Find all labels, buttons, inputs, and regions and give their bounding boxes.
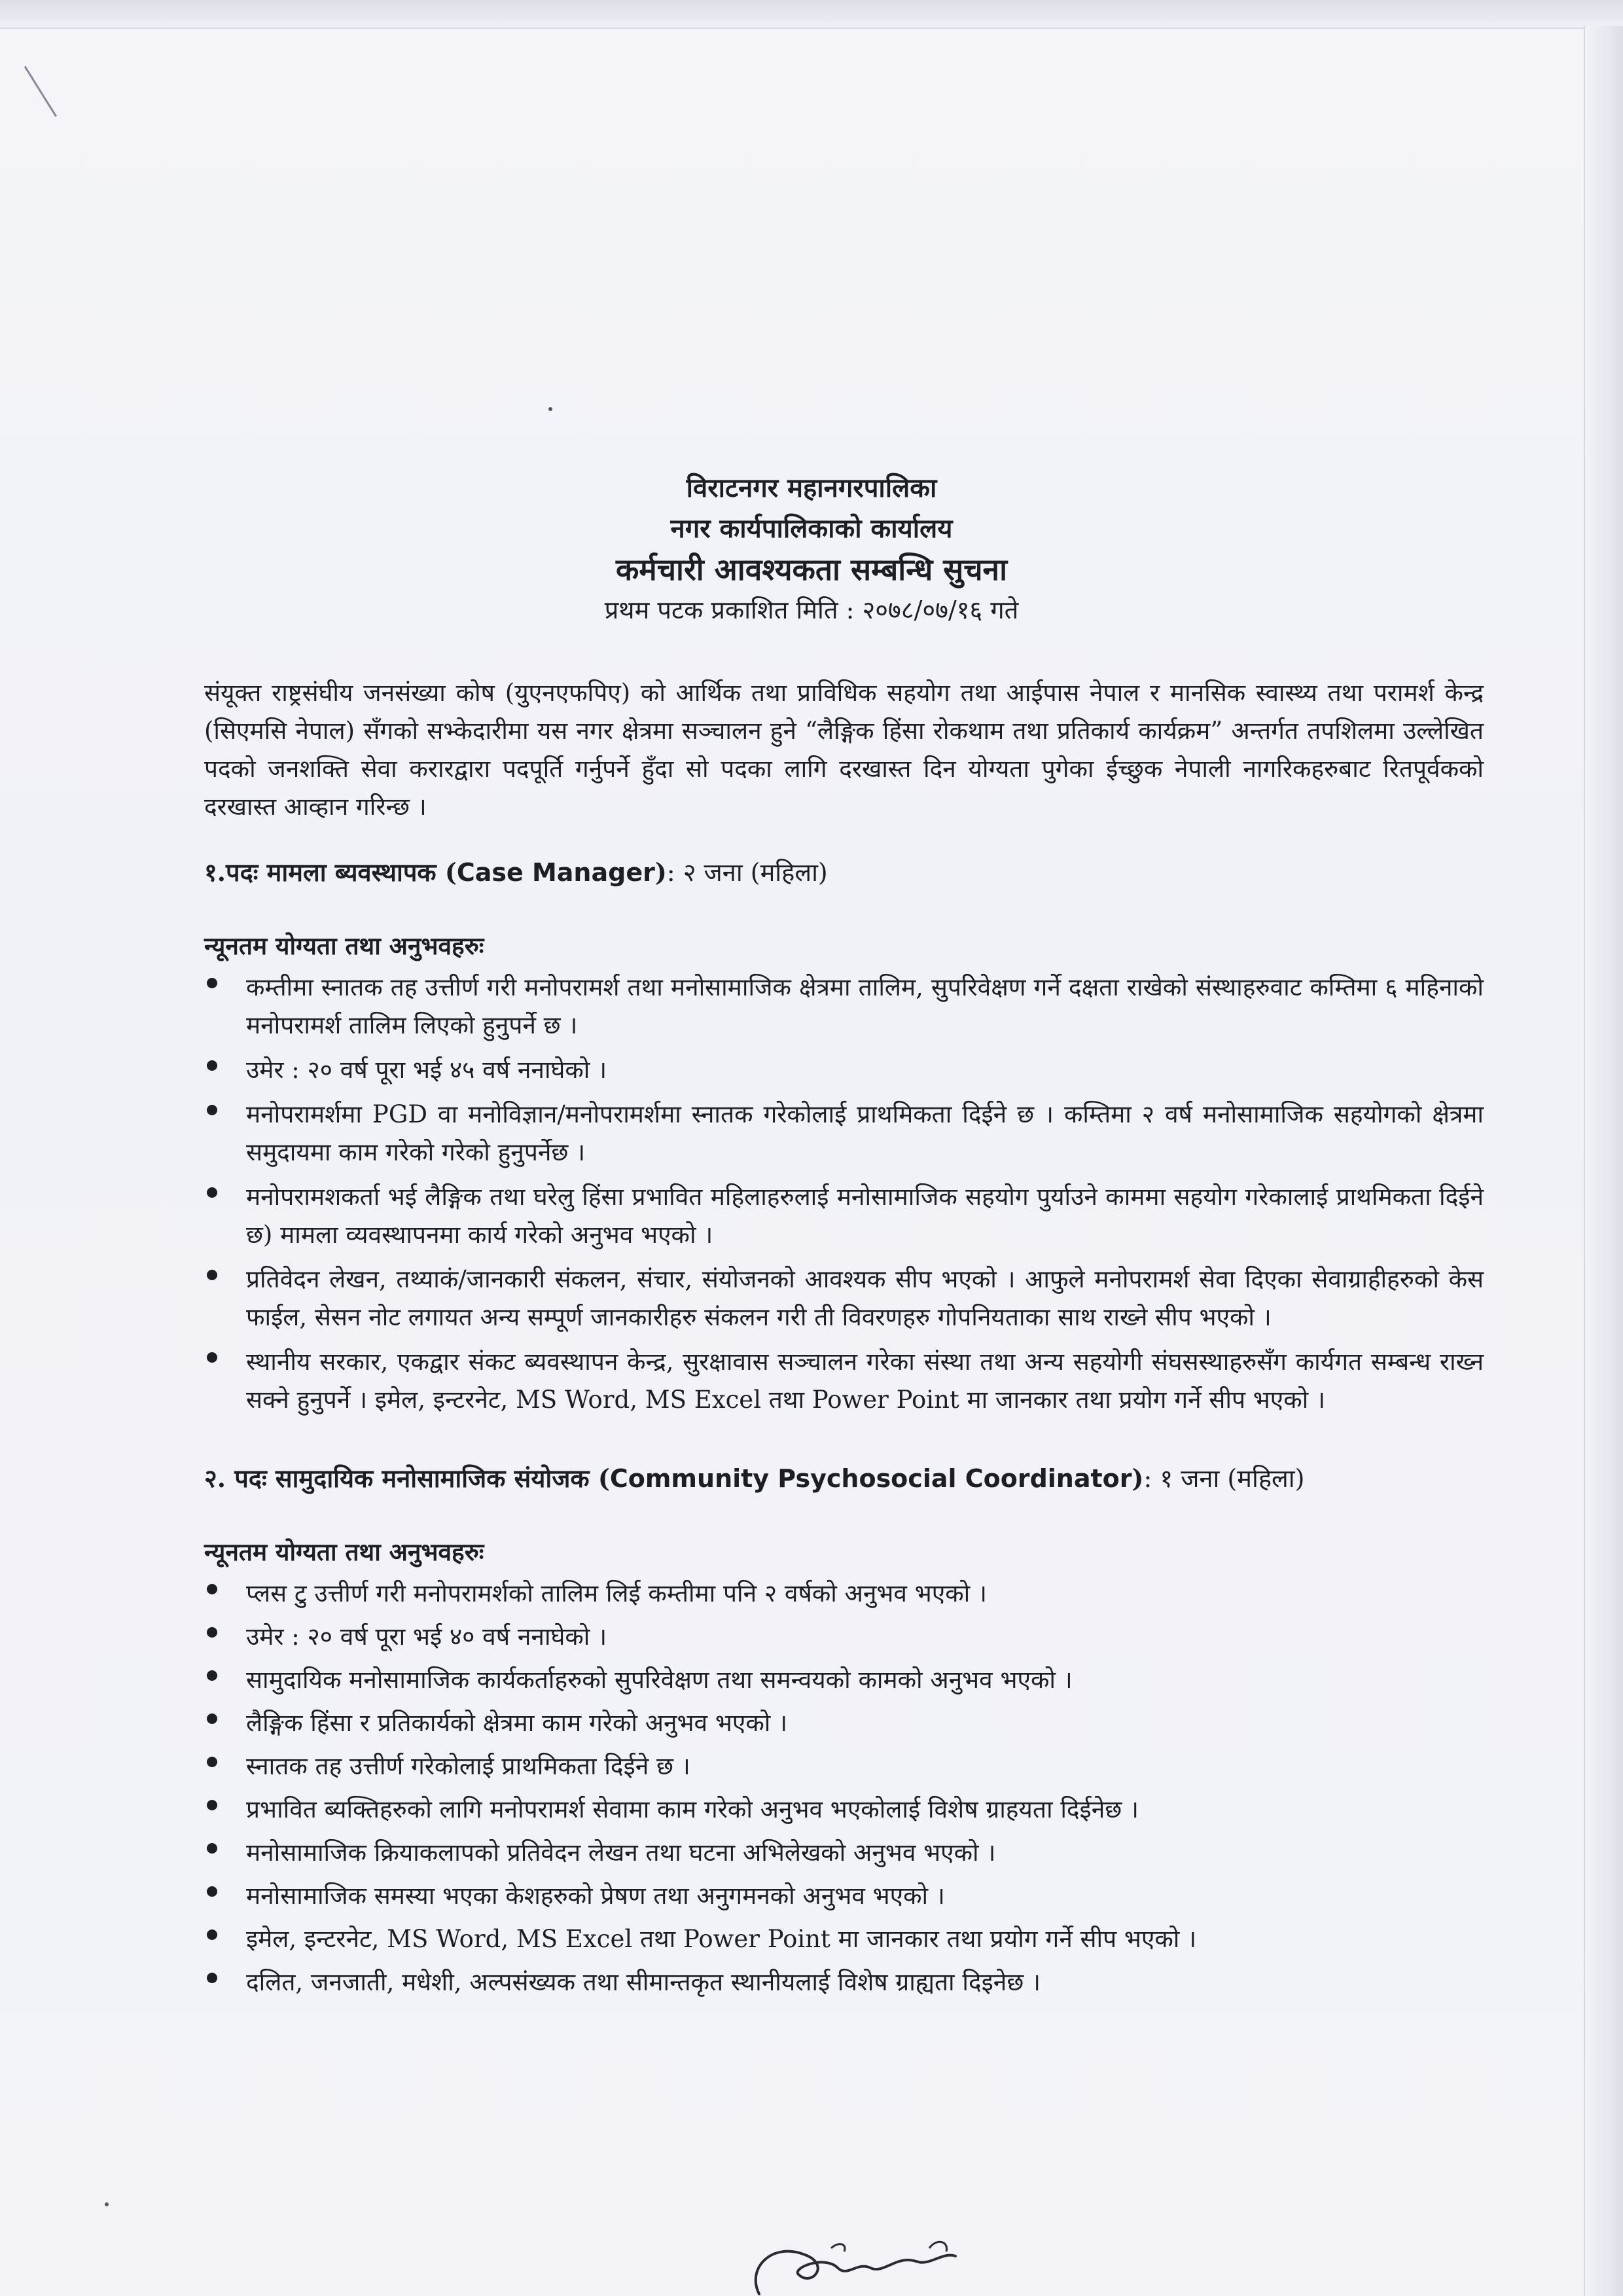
list-item [204, 1343, 1484, 1419]
speck [105, 2202, 109, 2206]
post-heading-case-manager [204, 853, 1484, 891]
post-vacancy-count: : १ जना (महिला) [1143, 1464, 1305, 1493]
list-item [204, 1661, 1484, 1699]
post-heading-close: ) [1132, 1463, 1144, 1493]
list-item [204, 1964, 1484, 2001]
bullet-icon [207, 1352, 217, 1363]
post-heading-prefix: १.पदः मामला ब्यवस्थापक ( [204, 857, 457, 887]
list-item [204, 1096, 1484, 1172]
list-item-text: इमेल, इन्टरनेट, MS Word, MS Excel तथा Power Point मा जानकार तथा प्रयोग गर्ने सीप भएको । [246, 1925, 1197, 1953]
qualification-list [204, 1575, 1484, 2001]
list-item [204, 1704, 1484, 1742]
list-item-text: प्रतिवेदन लेखन, तथ्याकं/जानकारी संकलन, संचार, संयोजनको आवश्यक सीप भएको । आफुले मनोपरामर्श सेवा दिएका सेवाग्राहीहरुको केस फाईल, सेसन नोट लगायत अन्य सम्पूर्ण जानकारीहरु संकलन गरी ती विवरणहरु गोपनियताका साथ राख्ने सीप भएको । [246, 1265, 1484, 1331]
bullet-icon [207, 1584, 217, 1594]
list-item-text: मनोसामाजिक समस्या भएका केशहरुको प्रेषण तथा अनुगमनको अनुभव भएको । [246, 1882, 945, 1910]
post-title-english: Community Psychosocial Coordinator [609, 1464, 1132, 1493]
list-item-text: उमेर : २० वर्ष पूरा भई ४५ वर्ष ननाघेको । [246, 1056, 607, 1084]
section-community-coordinator [204, 1460, 1484, 2001]
list-item [204, 1618, 1484, 1656]
list-item [204, 969, 1484, 1045]
bullet-icon [207, 1929, 217, 1940]
list-item-text: प्लस टु उत्तीर्ण गरी मनोपरामर्शको तालिम लिई कम्तीमा पनि २ वर्षको अनुभव भएको । [246, 1579, 988, 1607]
intro-paragraph: संयूक्त राष्ट्रसंघीय जनसंख्या कोष (युएनएफपिए) को आर्थिक तथा प्राविधिक सहयोग तथा आईपास नेपाल र मानसिक स्वास्थ्य तथा परामर्श केन्द्र (सिएमसि नेपाल) सँगको सभ्केदारीमा यस नगर क्षेत्रमा सञ्चालन हुने “लैङ्गिक हिंसा रोकथाम तथा प्रतिकार्य कार्यक्रम” अन्तर्गत तपशिलमा उल्लेखित पदको जनशक्ति सेवा करारद्वारा पदपूर्ति गर्नुपर्ने हुँदा सो पदका लागि दरखास्त दिन योग्यता पुगेका ईच्छुक नेपाली नागरिकहरुबाट रितपूर्वकको दरखास्त आव्हान गरिन्छ । [204, 679, 1484, 821]
paper-edge-right [1584, 26, 1623, 2296]
list-item [204, 1791, 1484, 1829]
bullet-icon [207, 1843, 217, 1854]
bullet-icon [207, 1270, 217, 1280]
qualification-list [204, 969, 1484, 1419]
office-name: विराटनगर महानगरपालिका [686, 473, 937, 503]
bullet-icon [207, 1973, 217, 1983]
bullet-icon [207, 1800, 217, 1810]
bullet-icon [207, 1757, 217, 1767]
list-item-text: लैङ्गिक हिंसा र प्रतिकार्यको क्षेत्रमा काम गरेको अनुभव भएको । [246, 1709, 788, 1737]
list-item-text: मनोपरामशकर्ता भई लैङ्गिक तथा घरेलु हिंसा प्रभावित महिलाहरुलाई मनोसामाजिक सहयोग पुर्याउने काममा सहयोग गरेकालाई प्राथमिकता दिईने छ) मामला व्यवस्थापनमा कार्य गरेको अनुभव भएको । [246, 1183, 1484, 1249]
list-item [204, 1748, 1484, 1785]
list-item-text: कम्तीमा स्नातक तह उत्तीर्ण गरी मनोपरामर्श तथा मनोसामाजिक क्षेत्रमा तालिम, सुपरिवेक्षण गर्ने दक्षता राखेको संस्थाहरुवाट कम्तिमा ६ महिनाको मनोपरामर्श तालिम लिएको हुनुपर्ने छ । [246, 973, 1484, 1039]
bullet-icon [207, 1105, 217, 1115]
list-item [204, 1575, 1484, 1613]
bullet-icon [207, 1187, 217, 1198]
pen-mark [24, 66, 57, 117]
list-item-text: स्थानीय सरकार, एकद्वार संकट ब्यवस्थापन केन्द्र, सुरक्षावास सञ्चालन गरेका संस्था तथा अन्य सहयोगी संघसस्थाहरुसँग कार्यगत सम्बन्ध राख्न सक्ने हुनुपर्ने । इमेल, इन्टरनेट, MS Word, MS Excel तथा Power Point मा जानकार तथा प्रयोग गर्ने सीप भएको । [246, 1348, 1484, 1414]
bullet-icon [207, 1670, 217, 1681]
post-heading-close: ) [654, 857, 667, 887]
qualification-heading: न्यूनतम योग्यता तथा अनुभवहरुः [204, 931, 484, 960]
list-item-text: स्नातक तह उत्तीर्ण गरेकोलाई प्राथमिकता दिईने छ । [246, 1752, 690, 1780]
bullet-icon [207, 1713, 217, 1724]
list-item-text: प्रभावित ब्यक्तिहरुको लागि मनोपरामर्श सेवामा काम गरेको अनुभव भएकोलाई विशेष ग्राहयता दिईनेछ । [246, 1795, 1139, 1823]
qualification-heading: न्यूनतम योग्यता तथा अनुभवहरुः [204, 1537, 484, 1566]
signature-scribble [733, 2215, 1008, 2296]
list-item [204, 1178, 1484, 1254]
list-item-text: दलित, जनजाती, मधेशी, अल्पसंख्यक तथा सीमान्तकृत स्थानीयलाई विशेष ग्राह्यता दिइनेछ । [246, 1968, 1041, 1996]
bullet-icon [207, 978, 217, 988]
bullet-icon [207, 1627, 217, 1638]
notice-title: कर्मचारी आवश्यकता सम्बन्धि सुचना [615, 552, 1008, 587]
list-item-text: मनोसामाजिक क्रियाकलापको प्रतिवेदन लेखन तथा घटना अभिलेखको अनुभव भएको । [246, 1839, 996, 1867]
list-item-text: उमेर : २० वर्ष पूरा भई ४० वर्ष ननाघेको । [246, 1623, 607, 1651]
office-subtitle: नगर कार्यपालिकाको कार्यालय [670, 513, 953, 544]
speck [548, 407, 552, 411]
list-item [204, 1877, 1484, 1915]
notice-header [0, 468, 1623, 630]
list-item [204, 1920, 1484, 1958]
post-heading-community-coordinator [204, 1460, 1484, 1498]
list-item [204, 1834, 1484, 1872]
bullet-icon [207, 1060, 217, 1071]
post-heading-prefix: २. पदः सामुदायिक मनोसामाजिक संयोजक ( [204, 1463, 610, 1493]
list-item-text: मनोपरामर्शमा PGD वा मनोविज्ञान/मनोपरामर्शमा स्नातक गरेकोलाई प्राथमिकता दिईने छ । कम्तिमा २ वर्ष मनोसामाजिक सहयोगको क्षेत्रमा समुदायमा काम गरेको गरेको हुनुपर्नेछ । [246, 1100, 1484, 1166]
bullet-icon [207, 1886, 217, 1897]
post-title-english: Case Manager [456, 858, 655, 887]
paper-edge-top [0, 0, 1623, 29]
post-vacancy-count: : २ जना (महिला) [666, 858, 828, 887]
list-item [204, 1051, 1484, 1089]
list-item-text: सामुदायिक मनोसामाजिक कार्यकर्ताहरुको सुपरिवेक्षण तथा समन्वयको कामको अनुभव भएको । [246, 1666, 1073, 1694]
list-item [204, 1261, 1484, 1336]
notice-body [204, 674, 1484, 2007]
publish-date: प्रथम पटक प्रकाशित मिति : २०७८/०७/१६ गते [604, 596, 1019, 624]
